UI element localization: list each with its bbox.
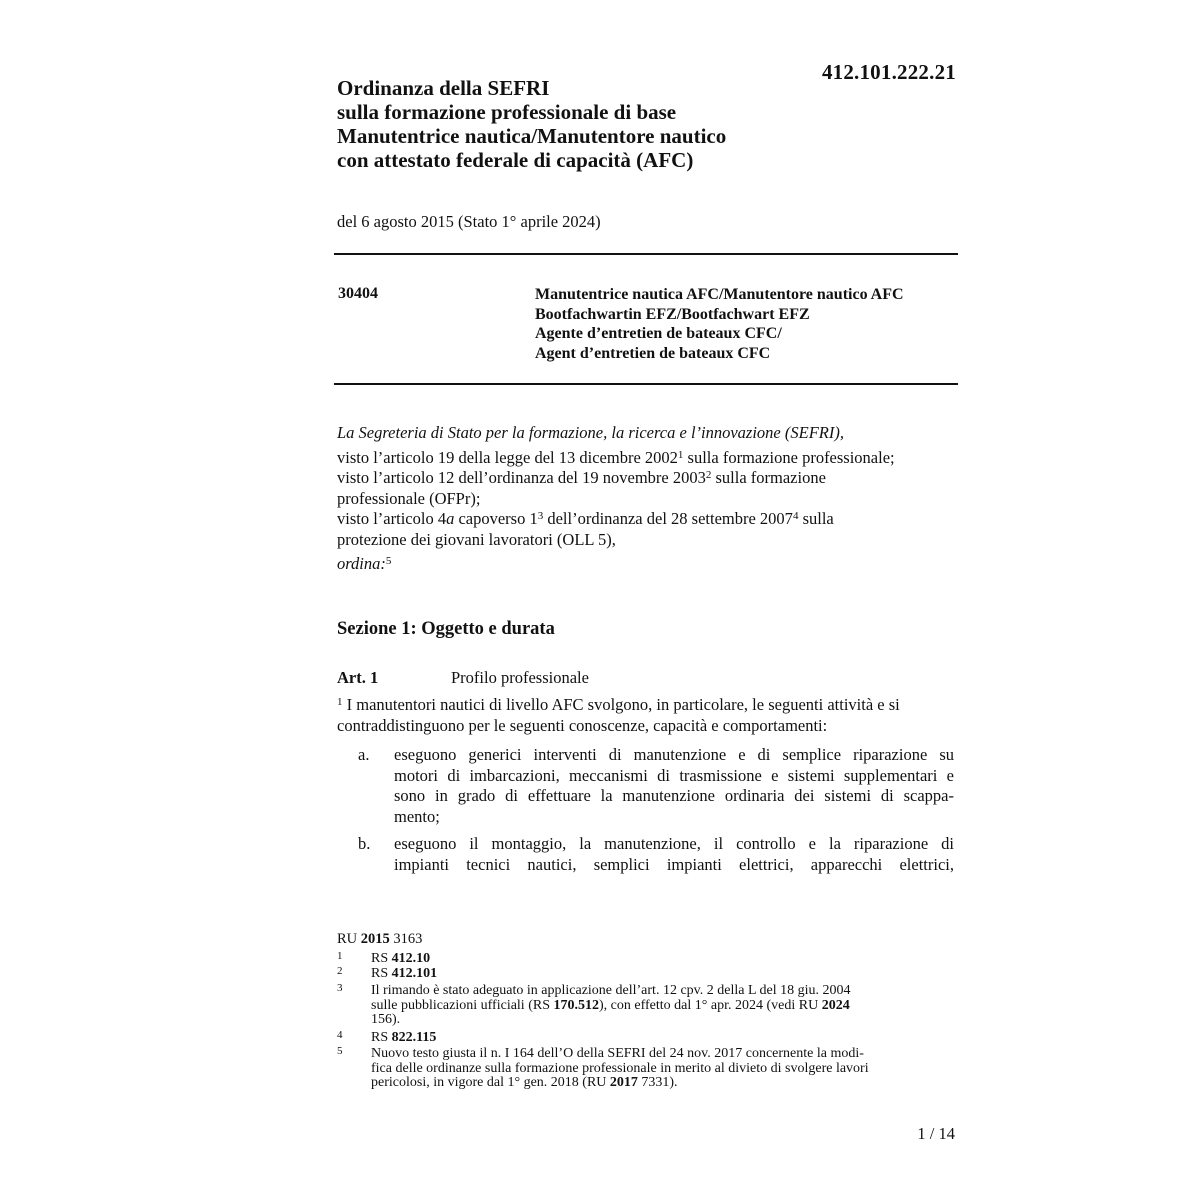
- footnote-line: 156).: [371, 1012, 401, 1027]
- footnote-line: [371, 999, 961, 1014]
- list-line: mento;: [394, 806, 440, 826]
- preamble-text: visto l’articolo 19 della legge del 13 dicembre 2002: [337, 447, 678, 467]
- footnote-line: Nuovo testo giusta il n. I 164 dell’O della SEFRI del 24 nov. 2017 concernente la modi-: [371, 1046, 864, 1061]
- article-number: Art. 1: [337, 668, 379, 687]
- footnote-link[interactable]: 412.10: [391, 951, 431, 966]
- preamble-line: professionale (OFPr);: [337, 488, 481, 508]
- paragraph-line: contraddistinguono per le seguenti conoscenze, capacità e comportamenti:: [337, 715, 828, 735]
- footnote-number: 5: [337, 1045, 343, 1057]
- article-title: Profilo professionale: [451, 668, 589, 687]
- footnote-link[interactable]: 822.115: [391, 1030, 437, 1045]
- list-marker: b.: [358, 834, 371, 853]
- document-number: 412.101.222.21: [821, 60, 956, 84]
- list-line: impianti tecnici nautici, semplici impianti elettrici, apparecchi elettrici,: [394, 854, 954, 874]
- footnote-line: fica delle ordinanze sulla formazione professionale in merito al divieto di svolgere lavori: [371, 1060, 869, 1076]
- footnote-text: ), con effetto dal 1° apr. 2024 (vedi RU: [599, 997, 822, 1013]
- footnote-text: RS: [371, 1030, 392, 1045]
- paragraph-text: I manutentori nautici di livello AFC svolgono, in particolare, le seguenti attività e si: [342, 695, 900, 714]
- footnote-text: pericolosi, in vigore dal 1° gen. 2018 (RU: [371, 1075, 610, 1090]
- preamble-line: [337, 448, 959, 469]
- preamble-line: [337, 468, 959, 489]
- footnote-text: [371, 952, 961, 967]
- official-collection-ref: [337, 931, 422, 948]
- footnote-number: 3: [337, 982, 343, 994]
- list-line: eseguono generici interventi di manutenzione e di semplice riparazione su: [394, 745, 954, 764]
- profession-name: Bootfachwartin EFZ/Bootfachwart EFZ: [535, 305, 810, 323]
- preamble-text: sulla formazione: [711, 468, 826, 487]
- profession-name: Agente d’entretien de bateaux CFC/: [535, 325, 782, 342]
- preamble-text: sulla: [798, 509, 834, 528]
- footnote-text: 7331).: [637, 1075, 678, 1090]
- profession-name: Agent d’entretien de bateaux CFC: [535, 344, 771, 362]
- preamble-authority: La Segreteria di Stato per la formazione, la ricerca e l’innovazione (SEFRI),: [337, 423, 844, 442]
- document-title: [337, 76, 807, 172]
- list-line: eseguono il montaggio, la manutenzione, il controllo e la riparazione di: [394, 834, 954, 853]
- footnote-text: 3163: [389, 931, 423, 947]
- title-line: sulla formazione professionale di base: [337, 100, 677, 124]
- divider-top: [334, 253, 958, 255]
- footnote-ref[interactable]: 2: [705, 469, 712, 481]
- footnote-text: RS: [371, 966, 392, 981]
- preamble-text: sulla formazione professionale;: [683, 447, 895, 467]
- paragraph-line: [337, 695, 957, 716]
- footnote-link[interactable]: 412.101: [391, 966, 438, 981]
- profession-code: 30404: [338, 285, 378, 302]
- page-number: 1 / 14: [917, 1124, 955, 1143]
- footnote-text: RU: [337, 931, 361, 947]
- footnote-ref[interactable]: 3: [537, 510, 544, 522]
- footnote-text: [371, 984, 961, 1028]
- article-paragraph: [337, 695, 957, 736]
- title-line: con attestato federale di capacità (AFC): [337, 148, 694, 172]
- preamble-text: visto l’articolo 12 dell’ordinanza del 19 novembre 2003: [337, 468, 706, 487]
- preamble: [337, 423, 959, 575]
- footnote-text: sulle pubblicazioni ufficiali (RS: [371, 997, 554, 1013]
- list-item-text: [394, 834, 954, 875]
- preamble-text: visto l’articolo 4: [337, 509, 447, 528]
- footnote-number: 2: [337, 965, 343, 977]
- profession-names: [535, 285, 965, 363]
- footnote-link[interactable]: 2017: [609, 1075, 638, 1090]
- footnote-line: [371, 1076, 961, 1091]
- preamble-text: capoverso 1: [454, 509, 538, 528]
- footnote-number: 1: [337, 950, 343, 962]
- divider-bottom: [334, 383, 958, 385]
- footnote-text: [371, 1031, 961, 1046]
- preamble-line: protezione dei giovani lavoratori (OLL 5),: [337, 529, 616, 549]
- title-line: Manutentrice nautica/Manutentore nautico: [337, 124, 727, 148]
- footnote-text: [371, 967, 961, 982]
- title-line: Ordinanza della SEFRI: [337, 76, 550, 100]
- footnote-number: 4: [337, 1029, 343, 1041]
- paragraph-number: 1: [337, 696, 343, 708]
- preamble-text: dell’ordinanza del 28 settembre 2007: [543, 509, 793, 528]
- footnote-text: [371, 1047, 961, 1091]
- list-marker: a.: [358, 745, 370, 764]
- footnote-ref[interactable]: 4: [792, 510, 799, 522]
- footnote-link[interactable]: 170.512: [553, 997, 599, 1013]
- preamble-text: ordina:: [337, 554, 386, 573]
- list-item-text: [394, 745, 954, 827]
- list-line: sono in grado di effettuare la manutenzione ordinaria dei sistemi di scappa-: [394, 786, 954, 805]
- profession-name: Manutentrice nautica AFC/Manutentore nautico AFC: [535, 286, 904, 303]
- preamble-line: [337, 509, 959, 530]
- footnote-ref[interactable]: 1: [677, 448, 684, 461]
- list-line: motori di imbarcazioni, meccanismi di trasmissione e sistemi supplementari e: [394, 765, 954, 785]
- document-date: del 6 agosto 2015 (Stato 1° aprile 2024): [337, 212, 601, 231]
- footnote-line: Il rimando è stato adeguato in applicazione dell’art. 12 cpv. 2 della L del 18 giu. 2004: [371, 983, 851, 998]
- section-heading: Sezione 1: Oggetto e durata: [337, 619, 555, 639]
- preamble-ordina: [337, 554, 959, 575]
- footnote-ref[interactable]: 5: [385, 555, 392, 567]
- footnote-text: 2015: [360, 931, 390, 947]
- footnote-link[interactable]: 2024: [821, 997, 850, 1013]
- footnote-text: RS: [371, 951, 392, 966]
- preamble-text: a: [446, 509, 455, 528]
